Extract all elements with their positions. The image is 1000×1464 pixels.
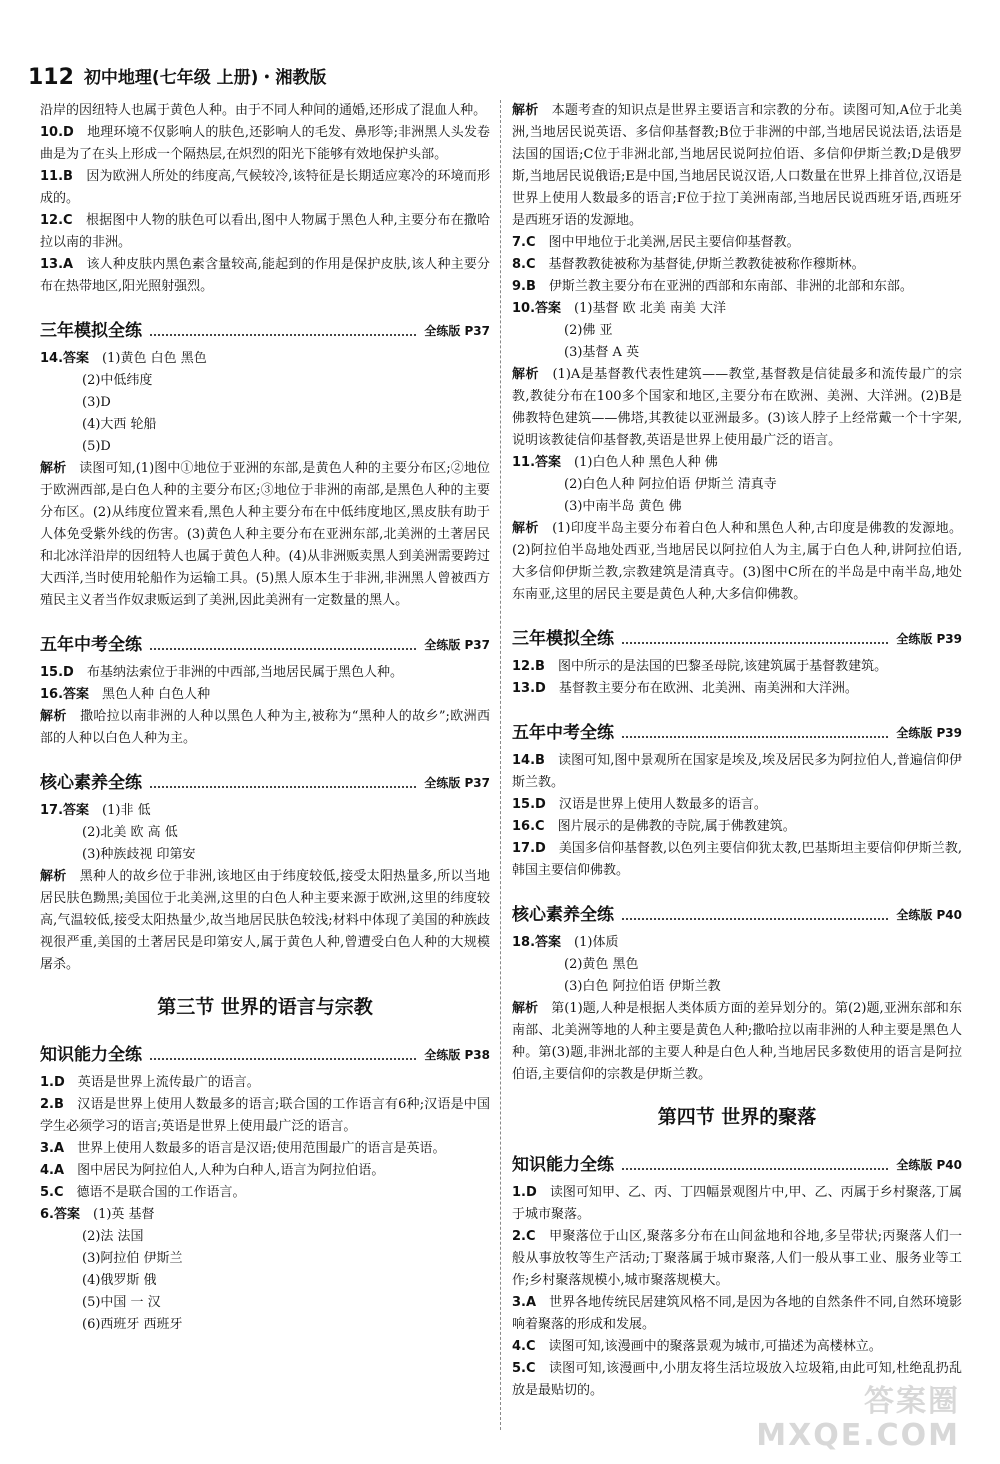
answer-item (40, 254, 490, 298)
answer-subitem: (3)种族歧视 印第安 (82, 847, 196, 862)
answer-number: 解析 (512, 103, 539, 118)
answer-item (40, 122, 490, 166)
section-heading (512, 898, 962, 926)
answer-number: 3.A (512, 1295, 537, 1310)
answer-subitem: (2)法 法国 (82, 1229, 144, 1244)
answer-number: 10.答案 (512, 301, 562, 316)
answer-item (512, 838, 962, 882)
section-name: 五年中考全练 (40, 635, 142, 655)
answer-gap (545, 659, 558, 674)
answer-text: (1)非 低 (102, 803, 151, 818)
answer-subitem: (2)中低纬度 (82, 373, 153, 388)
answer-gap (73, 257, 86, 272)
answer-text: 基督教主要分布在欧洲、北美洲、南美洲和大洋洲。 (558, 681, 858, 696)
answer-gap (536, 279, 549, 294)
answer-text: 德语不是联合国的工作语言。 (76, 1185, 246, 1200)
answer-gap (536, 1229, 550, 1244)
answer-number: 1.D (512, 1185, 537, 1200)
answer-item (512, 364, 962, 452)
answer-text: (1)印度半岛主要分布着白色人种和黑色人种,古印度是佛教的发源地。(2)阿拉伯半岛地处西亚,当地居民以阿拉伯人为主,属于白色人种,讲阿拉伯语,大多信仰伊斯兰教,宗教建筑是清真寺。(3)图中C所在的半岛是中南半岛,地处东南亚,这里的居民主要是黄色人种,大多信仰佛教。 (512, 521, 962, 602)
answer-gap (545, 753, 558, 768)
answer-item (512, 276, 962, 298)
answer-text: 黑色人种 白色人种 (102, 687, 211, 702)
answer-gap (536, 1295, 549, 1310)
section-heading (40, 1038, 490, 1066)
answer-text: (1)体质 (574, 935, 619, 950)
answer-text: 图中甲地位于北美洲,居民主要信仰基督教。 (548, 235, 800, 250)
answer-item (40, 458, 490, 612)
section-page-ref: 全练版 P39 (896, 632, 962, 646)
answer-item (512, 100, 962, 232)
answer-text: (1)A是基督教代表性建筑——教堂,基督教是信徒最多和流传最广的宗教,教徒分布在100多个国家和地区,主要分布在欧洲、美洲、大洋洲。(2)B是佛教特色建筑——佛塔,其教徒以亚洲最多。(3)该人脖子上经常戴一个十字架,说明该教徒信仰基督教,英语是世界上使用最广泛的语言。 (512, 367, 962, 448)
answer-number: 14.答案 (40, 351, 90, 366)
answer-gap (536, 1339, 549, 1354)
answer-number: 解析 (512, 367, 539, 382)
answer-number: 17.D (512, 841, 546, 856)
answer-number: 9.B (512, 279, 536, 294)
answer-item (512, 794, 962, 816)
answer-item (512, 678, 962, 700)
section-name: 五年中考全练 (512, 723, 614, 743)
answer-gap (73, 213, 86, 228)
answer-number: 2.C (512, 1229, 536, 1244)
section-name: 核心素养全练 (40, 773, 142, 793)
answer-item (40, 1072, 490, 1094)
answer-item (512, 1182, 962, 1226)
answer-number: 13.D (512, 681, 546, 696)
answer-text: 根据图中人物的肤色可以看出,图中人物属于黑色人种,主要分布在撒哈拉以南的非洲。 (40, 213, 490, 250)
answer-gap (561, 455, 574, 470)
answer-number: 8.C (512, 257, 536, 272)
answer-gap (66, 461, 79, 476)
answer-gap (561, 935, 574, 950)
answer-number: 17.答案 (40, 803, 90, 818)
answer-item (40, 166, 490, 210)
answer-number: 5.C (40, 1185, 64, 1200)
watermark-line2: MXQE.COM (756, 1418, 960, 1453)
answer-item (40, 348, 490, 370)
answer-text: (1)黄色 白色 黑色 (102, 351, 207, 366)
answer-text: 美国多信仰基督教,以色列主要信仰犹太教,巴基斯坦主要信仰伊斯兰教,韩国主要信仰佛教。 (512, 841, 962, 878)
answer-subitem: (2)北美 欧 高 低 (82, 825, 178, 840)
answer-text: 读图可知甲、乙、丙、丁四幅景观图片中,甲、乙、丙属于乡村聚落,丁属于城市聚落。 (512, 1185, 962, 1222)
answer-text: 读图可知,该漫画中,小朋友将生活垃圾放入垃圾箱,由此可知,杜绝乱扔乱放是最贴切的。 (512, 1361, 962, 1398)
answer-item (512, 452, 962, 474)
section-name: 三年模拟全练 (512, 629, 614, 649)
answer-number: 12.B (512, 659, 545, 674)
answer-item (512, 298, 962, 320)
answer-gap (89, 803, 102, 818)
answer-item (512, 750, 962, 794)
answer-text: 该人种皮肤内黑色素含量较高,能起到的作用是保护皮肤,该人种主要分布在热带地区,阳光照射强烈。 (40, 257, 490, 294)
answer-number: 10.D (40, 125, 74, 140)
answer-text: 布基纳法索位于非洲的中西部,当地居民属于黑色人种。 (86, 665, 403, 680)
answer-item (512, 1336, 962, 1358)
answer-text: 读图可知,(1)图中①地位于亚洲的东部,是黄色人种的主要分布区;②地位于欧洲西部,是白色人种的主要分布区;③地位于非洲的南部,是黑色人种的主要分布区。(2)从纬度位置来看,黑色人种主要分布在中低纬度地区,黑皮肤有助于人体免受紫外线的伤害。(3)黄色人种主要分布在亚洲东部,北美洲的土著居民和北冰洋沿岸的因纽特人也属于黄色人种。(4)从非洲贩卖黑人到美洲需要跨过大西洋,当时使用轮船作为运输工具。(5)黑人原本生于非洲,非洲黑人曾被西方殖民主义者当作奴隶贩运到了美洲,因此美洲有一定数量的黑人。 (40, 461, 490, 608)
answer-number: 解析 (512, 1001, 539, 1016)
answer-text: 汉语是世界上使用人数最多的语言;联合国的工作语言有6种;汉语是中国学生必须学习的语言;英语是世界上使用最广泛的语言。 (40, 1097, 490, 1134)
answer-subitem: (3)中南半岛 黄色 佛 (564, 499, 682, 514)
answer-gap (539, 367, 553, 382)
answer-subitem: (5)中国 一 汉 (82, 1295, 161, 1310)
answer-text: 因为欧洲人所处的纬度高,气候较冷,该特征是长期适应寒冷的环境而形成的。 (40, 169, 490, 206)
section-page-ref: 全练版 P37 (424, 638, 490, 652)
answer-item (512, 254, 962, 276)
answer-item (40, 210, 490, 254)
left-column (40, 100, 490, 1336)
answer-number: 解析 (512, 521, 539, 536)
chapter-title: 第四节 世界的聚落 (657, 1106, 817, 1128)
answer-subitem: (3)阿拉伯 伊斯兰 (82, 1251, 183, 1266)
section-page-ref: 全练版 P37 (424, 776, 490, 790)
section-dotted-rule (150, 1058, 416, 1060)
answer-number: 11.答案 (512, 455, 562, 470)
section-dotted-rule (622, 918, 888, 920)
answer-text: 世界上使用人数最多的语言是汉语;使用范围最广的语言是英语。 (77, 1141, 446, 1156)
answer-gap (64, 1097, 77, 1112)
answer-gap (538, 103, 551, 118)
answer-text: 伊斯兰教主要分布在亚洲的西部和东南部、非洲的北部和东部。 (548, 279, 913, 294)
answer-subitem: (3)白色 阿拉伯语 伊斯兰教 (564, 979, 721, 994)
section-dotted-rule (622, 1168, 888, 1170)
answer-item (40, 800, 490, 822)
answer-text: 黑种人的故乡位于非洲,该地区由于纬度较低,接受太阳热量多,所以当地居民肤色黝黑;美国位于北美洲,这里的白色人种主要来源于欧洲,这里的纬度较高,气温较低,接受太阳热量少,故当地居民肤色较浅;材料中体现了美国的种族歧视很严重,美国的土著居民是印第安人,属于黄色人种,曾遭受白色人种的大规模屠杀。 (40, 869, 490, 972)
answer-number: 1.D (40, 1075, 65, 1090)
answer-number: 15.D (512, 797, 546, 812)
answer-gap (536, 235, 549, 250)
answer-gap (80, 1207, 93, 1222)
section-page-ref: 全练版 P40 (896, 1158, 962, 1172)
answer-number: 16.答案 (40, 687, 90, 702)
answer-number: 6.答案 (40, 1207, 80, 1222)
section-dotted-rule (150, 648, 416, 650)
answer-number: 14.B (512, 753, 545, 768)
answer-number: 4.C (512, 1339, 536, 1354)
answer-gap (536, 257, 549, 272)
answer-text: (1)英 基督 (93, 1207, 155, 1222)
section-heading (512, 716, 962, 744)
section-dotted-rule (622, 642, 888, 644)
answer-number: 11.B (40, 169, 73, 184)
column-divider (500, 100, 502, 1430)
section-name: 知识能力全练 (40, 1045, 142, 1065)
answer-gap (546, 681, 559, 696)
answer-number: 解析 (40, 709, 67, 724)
page-number: 112 (28, 65, 74, 90)
answer-item (40, 866, 490, 976)
answer-number: 3.A (40, 1141, 65, 1156)
answer-text: 基督教教徒被称为基督徒,伊斯兰教教徒被称作穆斯林。 (548, 257, 865, 272)
chapter-title: 第三节 世界的语言与宗教 (157, 996, 373, 1018)
answer-item (512, 656, 962, 678)
answer-gap (89, 687, 102, 702)
answer-item (512, 1226, 962, 1292)
answer-gap (546, 841, 559, 856)
answer-item (40, 684, 490, 706)
answer-gap (74, 125, 87, 140)
answer-gap (89, 351, 102, 366)
answer-item (512, 932, 962, 954)
answer-text: 地理环境不仅影响人的肤色,还影响人的毛发、鼻形等;非洲黑人头发卷曲是为了在头上形成一个隔热层,在炽烈的阳光下能够有效地保护头部。 (40, 125, 490, 162)
answer-gap (64, 1185, 77, 1200)
answer-text: 世界各地传统民居建筑风格不同,是因为各地的自然条件不同,自然环境影响着聚落的形成和发展。 (512, 1295, 962, 1332)
answer-gap (64, 1141, 77, 1156)
answer-text: 图中所示的是法国的巴黎圣母院,该建筑属于基督教建筑。 (557, 659, 888, 674)
answer-text: 读图可知,图中景观所在国家是埃及,埃及居民多为阿拉伯人,普遍信仰伊斯兰教。 (512, 753, 962, 790)
answer-gap (538, 1001, 551, 1016)
answer-subitem: (3)D (82, 395, 111, 410)
answer-gap (561, 301, 574, 316)
section-name: 三年模拟全练 (40, 321, 142, 341)
section-heading (512, 622, 962, 650)
answer-item (40, 1138, 490, 1160)
right-column (512, 100, 962, 1402)
answer-number: 12.C (40, 213, 73, 228)
answer-gap (546, 797, 559, 812)
answer-text: 汉语是世界上使用人数最多的语言。 (558, 797, 767, 812)
answer-text: 英语是世界上流传最广的语言。 (77, 1075, 260, 1090)
watermark (756, 1385, 960, 1453)
answer-subitem: (5)D (82, 439, 111, 454)
answer-text: 第(1)题,人种是根据人类体质方面的差异划分的。第(2)题,亚洲东部和东南部、北美洲等地的人种主要是黄色人种;撒哈拉以南非洲的人种主要是黑色人种。第(3)题,非洲北部的主要人种是白色人种,当地居民多数使用的语言是阿拉伯语,主要信仰的宗教是伊斯兰教。 (512, 1001, 962, 1082)
section-page-ref: 全练版 P39 (896, 726, 962, 740)
answer-number: 13.A (40, 257, 74, 272)
answer-gap (73, 169, 86, 184)
answer-gap (74, 665, 87, 680)
answer-item (40, 1204, 490, 1226)
answer-subitem: (6)西班牙 西班牙 (82, 1317, 183, 1332)
answer-item (40, 706, 490, 750)
book-title: 初中地理(七年级 上册)・湘教版 (83, 68, 327, 88)
section-page-ref: 全练版 P40 (896, 908, 962, 922)
answer-item (512, 998, 962, 1086)
answer-number: 7.C (512, 235, 536, 250)
answer-subitem: (2)佛 亚 (564, 323, 613, 338)
answer-item (512, 1292, 962, 1336)
section-heading (512, 1148, 962, 1176)
page-header (28, 60, 326, 96)
answer-text: (1)白色人种 黑色人种 佛 (574, 455, 718, 470)
answer-subitem: (2)黄色 黑色 (564, 957, 639, 972)
section-heading (40, 766, 490, 794)
section-dotted-rule (622, 736, 888, 738)
answer-subitem: (4)大西 轮船 (82, 417, 157, 432)
answer-gap (545, 819, 558, 834)
answer-text: 本题考查的知识点是世界主要语言和宗教的分布。读图可知,A位于北美洲,当地居民说英语、多信仰基督教;B位于非洲的中部,当地居民说法语,法语是法国的国语;C位于非洲北部,当地居民说阿拉伯语、多信仰伊斯兰教;D是俄罗斯,当地居民说俄语;E是中国,当地居民说汉语,人口数量在世界上排首位,汉语是世界上使用人数最多的语言;F位于拉丁美洲南部,当地居民说西班牙语,西班牙是西班牙语的发源地。 (512, 103, 962, 228)
answer-number: 2.B (40, 1097, 64, 1112)
answer-gap (537, 1185, 550, 1200)
answer-text: 读图可知,该漫画中的聚落景观为城市,可描述为高楼林立。 (548, 1339, 882, 1354)
answer-subitem: (4)俄罗斯 俄 (82, 1273, 157, 1288)
answer-number: 解析 (40, 869, 67, 884)
continued-text: 沿岸的因纽特人也属于黄色人种。由于不同人种间的通婚,还形成了混血人种。 (40, 103, 487, 118)
section-heading (40, 628, 490, 656)
answer-number: 16.C (512, 819, 545, 834)
answer-item (40, 1182, 490, 1204)
section-dotted-rule (150, 334, 416, 336)
watermark-line1: 答案圈 (864, 1384, 960, 1419)
answer-item (40, 1160, 490, 1182)
answer-text: 图中居民为阿拉伯人,人种为白种人,语言为阿拉伯语。 (77, 1163, 385, 1178)
answer-gap (536, 1361, 549, 1376)
answer-number: 15.D (40, 665, 74, 680)
section-page-ref: 全练版 P37 (424, 324, 490, 338)
section-dotted-rule (150, 786, 416, 788)
answer-number: 18.答案 (512, 935, 562, 950)
section-name: 核心素养全练 (512, 905, 614, 925)
answer-subitem: (2)白色人种 阿拉伯语 伊斯兰 清真寺 (564, 477, 777, 492)
answer-number: 解析 (40, 461, 67, 476)
answer-text: 图片展示的是佛教的寺院,属于佛教建筑。 (557, 819, 796, 834)
answer-subitem: (3)基督 A 英 (564, 345, 640, 360)
answer-gap (67, 869, 80, 884)
answer-gap (64, 1163, 77, 1178)
answer-gap (65, 1075, 78, 1090)
answer-number: 5.C (512, 1361, 536, 1376)
answer-text: (1)基督 欧 北美 南美 大洋 (574, 301, 726, 316)
answer-item (512, 816, 962, 838)
answer-item (512, 232, 962, 254)
section-page-ref: 全练版 P38 (424, 1048, 490, 1062)
answer-gap (67, 709, 80, 724)
section-name: 知识能力全练 (512, 1155, 614, 1175)
answer-number: 4.A (40, 1163, 65, 1178)
answer-item (40, 662, 490, 684)
answer-gap (539, 521, 552, 536)
answer-text: 甲聚落位于山区,聚落多分布在山间盆地和谷地,多呈带状;丙聚落人们一般从事放牧等生产活动;丁聚落属于城市聚落,人们一般从事工业、服务业等工作;乡村聚落规模小,城市聚落规模大。 (512, 1229, 962, 1288)
answer-item (40, 1094, 490, 1138)
answer-item (512, 518, 962, 606)
answer-text: 撒哈拉以南非洲的人种以黑色人种为主,被称为“黑种人的故乡”;欧洲西部的人种以白色人种为主。 (40, 709, 490, 746)
section-heading (40, 314, 490, 342)
